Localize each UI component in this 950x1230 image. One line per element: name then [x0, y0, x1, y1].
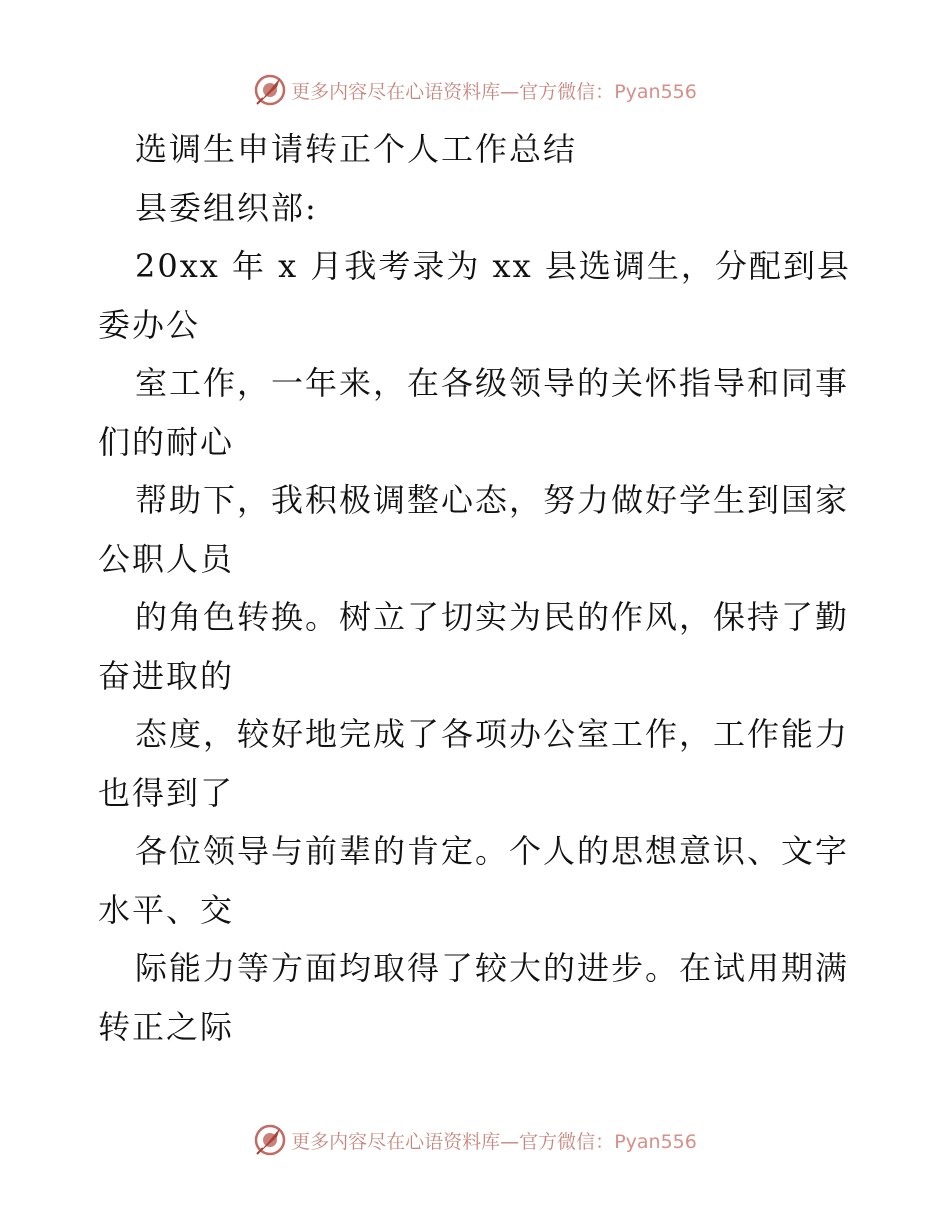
paragraph-line: 20xx 年 x 月我考录为 xx 县选调生，分配到县	[135, 247, 851, 285]
quill-logo-icon	[253, 73, 287, 107]
paragraph-line: 委办公	[98, 305, 201, 344]
paragraph-line: 室工作，一年来，在各级领导的关怀指导和同事	[135, 364, 850, 402]
footer-banner	[0, 1120, 950, 1160]
paragraph-line: 奋进取的	[98, 656, 235, 695]
header-banner	[0, 70, 950, 110]
document-title: 选调生申请转正个人工作总结	[135, 130, 578, 168]
quill-logo-icon	[253, 1123, 287, 1157]
banner-wechat-id: Pyan556	[614, 1130, 697, 1153]
header-banner-text	[291, 77, 697, 104]
banner-wechat-label: 官方微信：	[519, 1130, 615, 1153]
banner-dash: —	[500, 80, 520, 103]
document-body	[98, 120, 858, 1056]
paragraph-line: 转正之际	[98, 1007, 235, 1046]
banner-wechat-label: 官方微信：	[519, 80, 615, 103]
paragraph-line: 帮助下，我积极调整心态，努力做好学生到国家	[135, 481, 850, 519]
paragraph-line: 也得到了	[98, 773, 235, 812]
paragraph-line: 公职人员	[98, 539, 235, 578]
paragraph-line: 水平、交	[98, 890, 235, 929]
paragraph-line: 们的耐心	[98, 422, 235, 461]
paragraph-line: 际能力等方面均取得了较大的进步。在试用期满	[135, 949, 850, 987]
banner-main-text: 更多内容尽在心语资料库	[291, 80, 501, 103]
paragraph-line: 各位领导与前辈的肯定。个人的思想意识、文字	[135, 832, 850, 870]
paragraph-line: 的角色转换。树立了切实为民的作风，保持了勤	[135, 598, 850, 636]
banner-wechat-id: Pyan556	[614, 80, 697, 103]
banner-dash: —	[500, 1130, 520, 1153]
footer-banner-text	[291, 1127, 697, 1154]
salutation: 县委组织部:	[135, 188, 318, 227]
banner-main-text: 更多内容尽在心语资料库	[291, 1130, 501, 1153]
paragraph-line: 态度，较好地完成了各项办公室工作，工作能力	[135, 715, 850, 753]
